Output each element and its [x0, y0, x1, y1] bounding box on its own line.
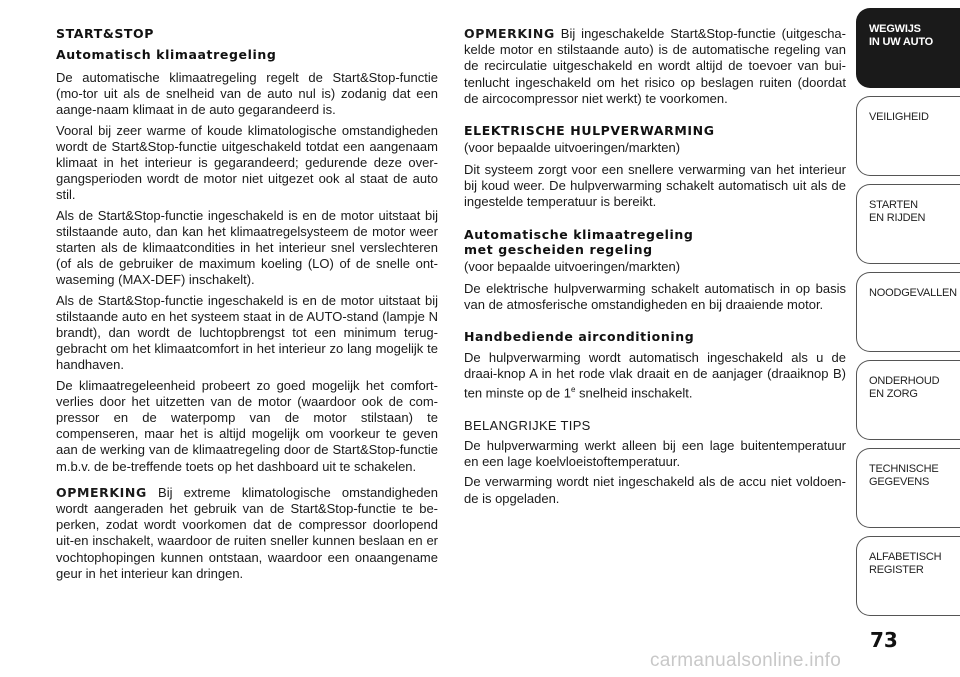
tab-onderhoud[interactable] [856, 360, 960, 440]
tab-starten[interactable] [856, 184, 960, 264]
tab-label: ALFABETISCH REGISTER [869, 551, 942, 576]
section-title-start-stop: START&STOP [56, 26, 155, 41]
tip-paragraph: De verwarming wordt niet ingeschakeld als de accu niet voldoen-de is opgeladen. [464, 474, 846, 506]
paragraph: Dit systeem zorgt voor een snellere verwarming van het interieur bij koud weer. De hulpverwarming schakelt automatisch uit als de ingestelde temperatuur is bereikt. [464, 162, 846, 210]
tab-noodgevallen[interactable] [856, 272, 960, 352]
manual-text: De hulpverwarming wordt automatisch ingeschakeld als u de draai-knop A in het rode vlak draait en de aanjager (draaiknop B) ten minste op de 1 [464, 350, 846, 401]
paragraph [464, 350, 846, 402]
superscript: e [570, 385, 576, 395]
paragraph: Als de Start&Stop-functie ingeschakeld is en de motor uitstaat bij stilstaande auto en het systeem staat in de AUTO-stand (lampje N brandt), dan wordt de luchtopbrengst tot een minimum terug-gebracht om het klimaatcomfort in het interieur zo lang mogelijk te handhaven. [56, 292, 438, 373]
note-paragraph [56, 485, 438, 582]
tab-label: ONDERHOUD EN ZORG [869, 375, 940, 400]
page-number: 73 [870, 628, 898, 652]
tip-paragraph: De hulpverwarming werkt alleen bij een lage buitentemperatuur en een lage koelvloeistoftemperatuur. [464, 437, 846, 470]
paragraph: Vooral bij zeer warme of koude klimatologische omstandigheden wordt de Start&Stop-functie uitgeschakeld totdat een aangenaam klimaat in het interieur is gegarandeerd; gedurende deze over-gangsperioden wordt de motor niet uitgezet ook al staat de auto stil. [56, 122, 438, 203]
watermark-text: carmanualsonline.info [650, 650, 842, 671]
left-column [56, 26, 438, 586]
variant-note: (voor bepaalde uitvoeringen/markten) [464, 140, 681, 156]
tab-label: VEILIGHEID [869, 111, 929, 123]
note-label: OPMERKING [464, 26, 555, 41]
tab-label: STARTEN EN RIJDEN [869, 199, 926, 224]
subsection-title-auto-climate: Automatische klimaatregeling [464, 226, 694, 242]
subsection-title-auto-climate-2: met gescheiden regeling [464, 241, 653, 257]
note-paragraph [464, 26, 846, 107]
variant-note: (voor bepaalde uitvoeringen/markten) [464, 258, 681, 274]
tab-label: WEGWIJS IN UW AUTO [869, 23, 933, 48]
tab-wegwijs[interactable] [856, 8, 960, 88]
note-text: Bij extreme klimatologische omstandigheden wordt aangeraden het gebruik van de Start&Stop-functie te be-perken, zodat wordt voorkomen dat de compressor doorlopend uit-en inschakelt, waardoor de ruiten sneller kunnen beslaan en er vochtophopingen kunnen ontstaan, waardoor een onaangename geur in het interieur kan dringen. [56, 484, 438, 581]
manual-text-end: snelheid inschakelt. [575, 385, 693, 401]
note-text: Bij ingeschakelde Start&Stop-functie (uitgescha-kelde motor en stilstaande auto) is de automatische regeling van de recirculatie uitgeschakeld en wordt altijd de toevoer van bui-tenlucht ingeschakeld om het risico op beslagen ruiten (doordat de aircocompressor niet werkt) te voorkomen. [464, 26, 846, 106]
tips-title: BELANGRIJKE TIPS [464, 417, 591, 433]
section-title-electric-heating: ELEKTRISCHE HULPVERWARMING [464, 123, 715, 139]
tab-label: TECHNISCHE GEGEVENS [869, 463, 939, 488]
tab-veiligheid[interactable] [856, 96, 960, 176]
paragraph: De klimaatregeleenheid probeert zo goed mogelijk het comfort-verlies door het uitzetten van de motor (waardoor ook de com-pressor en de waterpomp van de motor stilstaan) te compenseren, maar het is altijd mogelijk om voorkeur te geven aan de werking van de klimaatregeling door de Start&Stop-functie m.b.v. de be-treffende toets op het dashboard uit te schakelen. [56, 377, 438, 474]
tab-label: NOODGEVALLEN [869, 287, 957, 299]
right-column [464, 26, 846, 511]
note-label: OPMERKING [56, 484, 147, 500]
subsection-title-manual-ac: Handbediende airconditioning [464, 329, 695, 345]
paragraph: De elektrische hulpverwarming schakelt automatisch in op basis van de atmosferische omstandigheden en bij draaiende motor. [464, 280, 846, 312]
paragraph: Als de Start&Stop-functie ingeschakeld is en de motor uitstaat bij stilstaande auto, dan kan het klimaatregelsysteem de motor weer starten als de klimaatcondities in het interieur snel verslechteren (of als de gebruiker de maximum koeling (LO) of de snelle ont-waseming (MAX-DEF) inschakelt). [56, 207, 438, 288]
tab-alfabetisch[interactable] [856, 536, 960, 616]
paragraph: De automatische klimaatregeling regelt de Start&Stop-functie (mo-tor uit als de snelheid van de auto nul is) zodanig dat een aange-naam klimaat in de auto gegarandeerd is. [56, 70, 438, 118]
chapter-tabs [856, 8, 960, 624]
tab-technische[interactable] [856, 448, 960, 528]
subsection-title-climate: Automatisch klimaatregeling [56, 47, 277, 62]
